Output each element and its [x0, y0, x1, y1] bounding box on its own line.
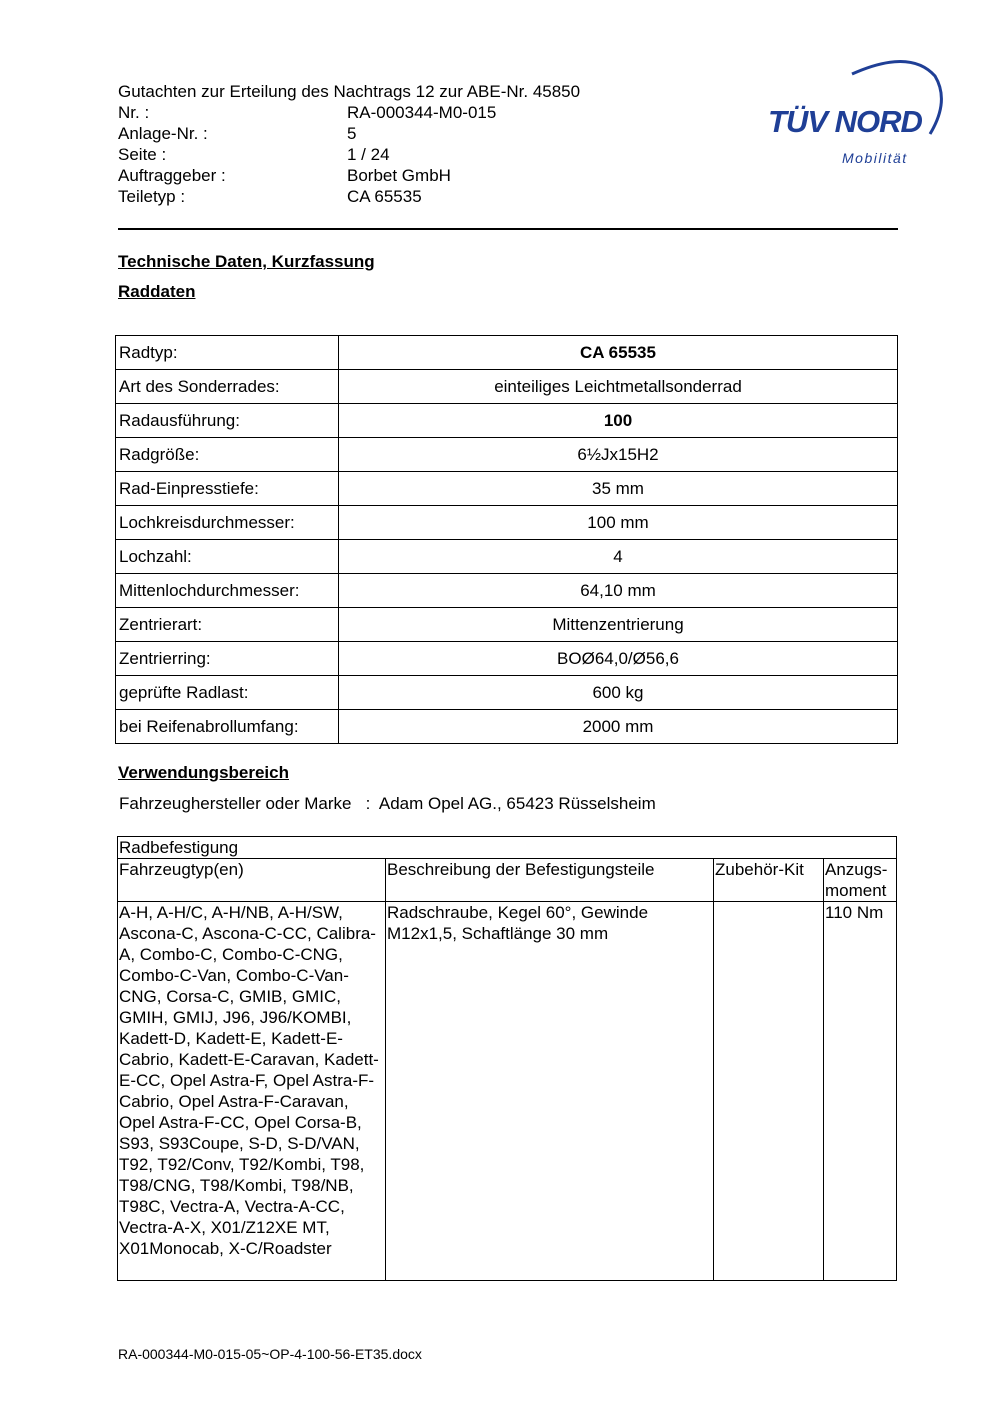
header-row [118, 186, 496, 207]
raddaten-table [115, 335, 898, 744]
logo-wordmark: TÜV NORD [768, 104, 922, 139]
header-label: Teiletyp : [118, 187, 186, 206]
table-row [118, 902, 897, 1281]
kit-cell [714, 902, 824, 1281]
table-row [116, 404, 898, 438]
vehicle-manufacturer [119, 794, 656, 814]
section-heading-verwendung: Verwendungsbereich [118, 763, 289, 782]
table-row [116, 608, 898, 642]
row-label: Lochkreisdurchmesser: [116, 506, 339, 540]
row-value: 100 [339, 404, 898, 438]
table-row [116, 710, 898, 744]
table-header-row [118, 859, 897, 902]
header-info [118, 102, 496, 207]
footer-filename: RA-000344-M0-015-05~OP-4-100-56-ET35.docx [118, 1346, 422, 1362]
maker-value: Adam Opel AG., 65423 Rüsselsheim [378, 794, 656, 813]
tuv-nord-logo [760, 56, 950, 176]
header-label: Anlage-Nr. : [118, 124, 208, 143]
row-value: 100 mm [339, 506, 898, 540]
table-title: Radbefestigung [118, 837, 897, 859]
header-label: Auftraggeber : [118, 166, 226, 185]
header-value: RA-000344-M0-015 [347, 103, 497, 122]
row-label: bei Reifenabrollumfang: [116, 710, 339, 744]
row-label: Rad-Einpresstiefe: [116, 472, 339, 506]
table-row [116, 574, 898, 608]
logo-subtitle: Mobilität [842, 150, 908, 166]
row-label: Mittenlochdurchmesser: [116, 574, 339, 608]
column-header: Anzugs-moment [824, 859, 897, 902]
row-label: Radgröße: [116, 438, 339, 472]
row-label: Art des Sonderrades: [116, 370, 339, 404]
row-value: 6½Jx15H2 [339, 438, 898, 472]
vehicle-types-cell: A-H, A-H/C, A-H/NB, A-H/SW, Ascona-C, Ascona-C-CC, Calibra-A, Combo-C, Combo-C-CNG, Combo-C-Van, Combo-C-Van-CNG, Corsa-C, GMIB, GMIC, GMIH, GMIJ, J96, J96/KOMBI, Kadett-D, Kadett-E, Kadett-E-Cabrio, Kadett-E-Caravan, Kadett-E-CC, Opel Astra-F, Opel Astra-F-Cabrio, Opel Astra-F-Caravan, Opel Astra-F-CC, Opel Corsa-B, S93, S93Coupe, S-D, S-D/VAN, T92, T92/Conv, T92/Kombi, T98, T98/CNG, T98/Kombi, T98/NB, T98C, Vectra-A, Vectra-A-CC, Vectra-A-X, X01/Z12XE MT, X01Monocab, X-C/Roadster [118, 902, 386, 1281]
row-label: Lochzahl: [116, 540, 339, 574]
header-divider [118, 228, 898, 230]
header-value: 1 / 24 [347, 145, 390, 164]
row-value: 2000 mm [339, 710, 898, 744]
table-title-row [118, 837, 897, 859]
section-heading-tech: Technische Daten, Kurzfassung [118, 252, 375, 271]
row-value: 4 [339, 540, 898, 574]
table-row [116, 472, 898, 506]
radbefestigung-table [117, 836, 897, 1281]
section-heading-raddaten: Raddaten [118, 282, 196, 301]
header-label: Nr. : [118, 103, 150, 122]
document-title: Gutachten zur Erteilung des Nachtrags 12 zur ABE-Nr. 45850 [118, 82, 581, 101]
row-value: 64,10 mm [339, 574, 898, 608]
row-label: Zentrierart: [116, 608, 339, 642]
table-row [116, 438, 898, 472]
header-row [118, 102, 496, 123]
column-header: Beschreibung der Befestigungsteile [386, 859, 714, 902]
row-value: 600 kg [339, 676, 898, 710]
row-value: einteiliges Leichtmetallsonderrad [339, 370, 898, 404]
header-row [118, 165, 496, 186]
table-row [116, 506, 898, 540]
header-row [118, 123, 496, 144]
row-label: geprüfte Radlast: [116, 676, 339, 710]
row-value: Mittenzentrierung [339, 608, 898, 642]
description-cell: Radschraube, Kegel 60°, Gewinde M12x1,5, Schaftlänge 30 mm [386, 902, 714, 1281]
maker-separator: : [365, 794, 371, 813]
row-label: Radtyp: [116, 336, 339, 370]
table-row [116, 642, 898, 676]
row-label: Zentrierring: [116, 642, 339, 676]
header-row [118, 144, 496, 165]
row-value: CA 65535 [339, 336, 898, 370]
table-row [116, 676, 898, 710]
header-value: 5 [347, 124, 357, 143]
row-value: 35 mm [339, 472, 898, 506]
torque-cell: 110 Nm [824, 902, 897, 1281]
maker-label: Fahrzeughersteller oder Marke [119, 794, 352, 813]
row-value: BOØ64,0/Ø56,6 [339, 642, 898, 676]
column-header: Fahrzeugtyp(en) [118, 859, 386, 902]
table-row [116, 370, 898, 404]
table-row [116, 336, 898, 370]
table-row [116, 540, 898, 574]
row-label: Radausführung: [116, 404, 339, 438]
column-header: Zubehör-Kit [714, 859, 824, 902]
header-value: Borbet GmbH [347, 166, 451, 185]
header-value: CA 65535 [347, 187, 422, 206]
header-label: Seite : [118, 145, 167, 164]
